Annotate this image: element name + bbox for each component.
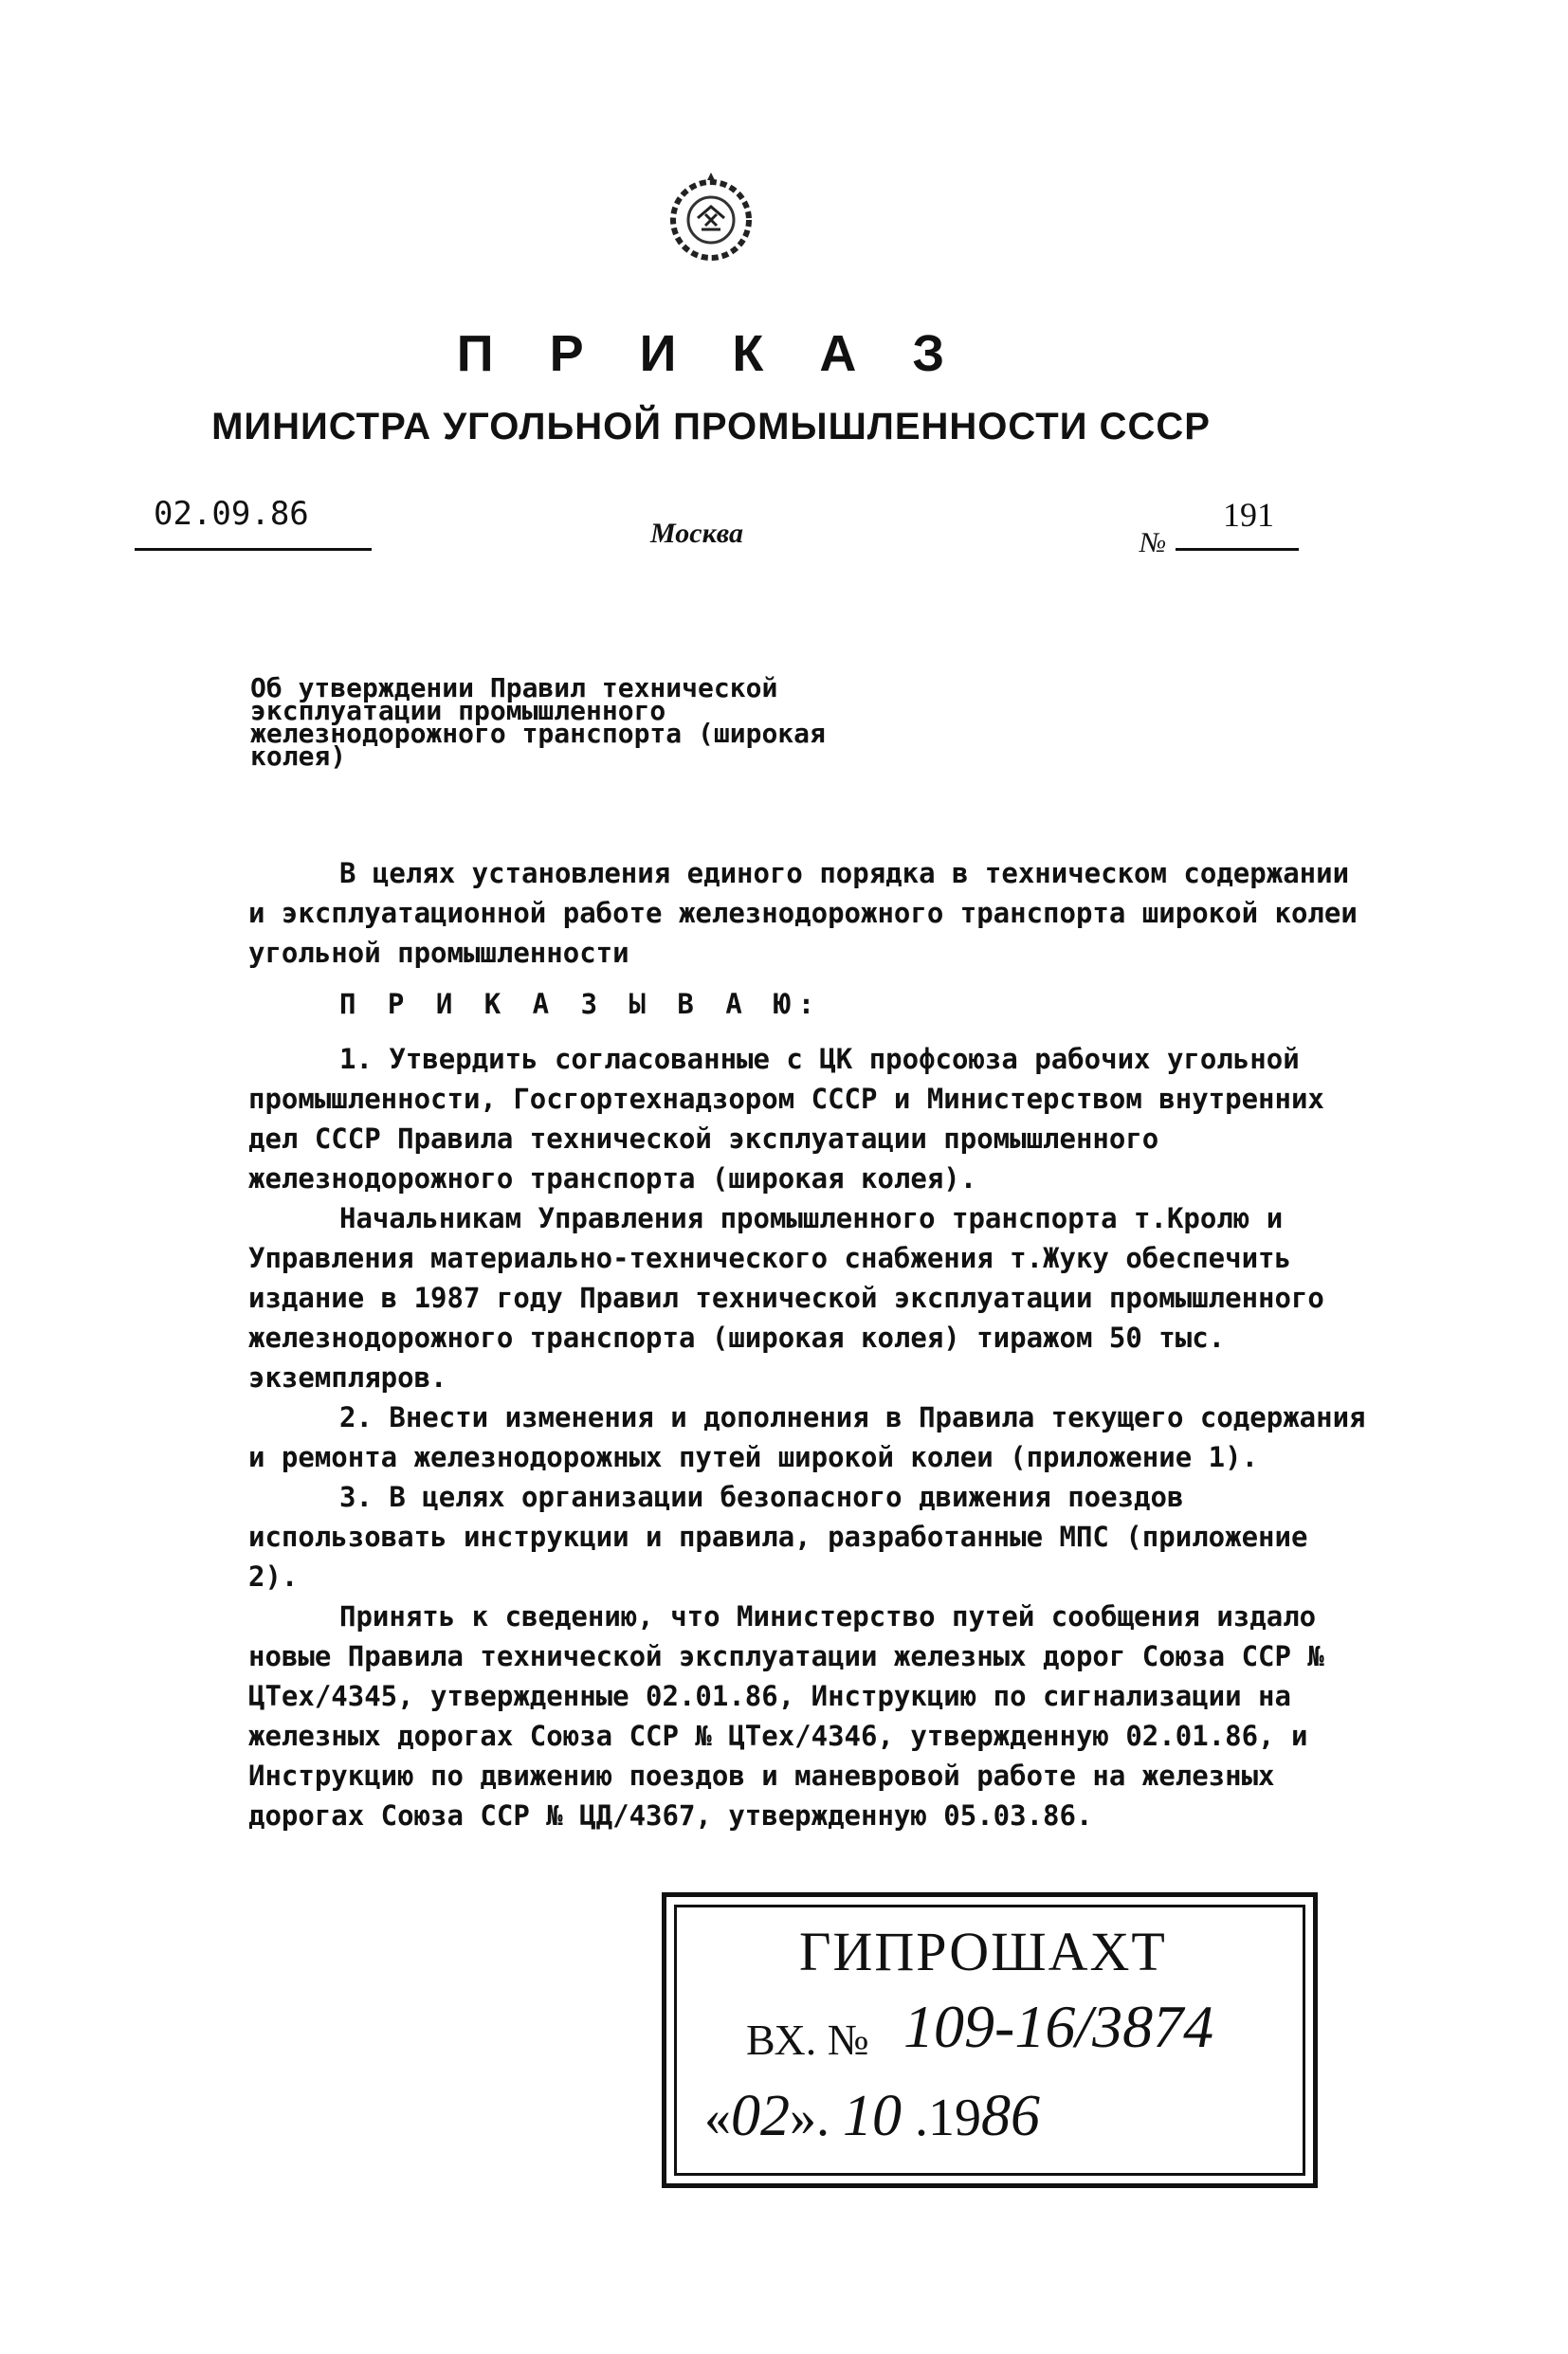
- incoming-stamp: [662, 1892, 1318, 2188]
- clause-2: 2. Внести изменения и дополнения в Правила текущего содержания и ремонта железнодорожных путей широкой колеи (приложение 1).: [248, 1401, 1366, 1473]
- place-of-issue: Москва: [650, 518, 743, 549]
- issuer-title: МИНИСТРА УГОЛЬНОЙ ПРОМЫШЛЕННОСТИ СССР: [211, 406, 1211, 447]
- state-emblem-icon: [664, 171, 758, 265]
- document-title: П Р И К А З: [456, 325, 966, 382]
- clause-4: Принять к сведению, что Министерство путей сообщения издало новые Правила технической эксплуатации железных дорог Союза ССР № ЦТех/4345, утвержденные 02.01.86, Инструкцию по сигнализации на железных дорогах Союза ССР № ЦТех/4346, утвержденную 02.01.86, и Инструкцию по движению поездов и маневровой работе на железных дорогах Союза ССР № ЦД/4367, утвержденную 05.03.86.: [248, 1600, 1324, 1832]
- stamp-registration-number: 109-16/3874: [903, 1993, 1214, 2060]
- order-body: [248, 853, 1367, 1835]
- clause-3: 3. В целях организации безопасного движения поездов использовать инструкции и правила, разработанные МПС (приложение 2).: [248, 1481, 1308, 1593]
- clause-1: 1. Утвердить согласованные с ЦК профсоюза рабочих угольной промышленности, Госгортехнадзором СССР и Министерством внутренних дел СССР Правила технической эксплуатации промышленного железнодорожного транспорта (широкая колея).: [248, 1043, 1324, 1195]
- number-underline: [1176, 548, 1299, 551]
- number-sign: №: [1140, 527, 1167, 558]
- stamp-organization: ГИПРОШАХТ: [799, 1921, 1167, 1982]
- order-word: П Р И К А З Ы В А Ю:: [339, 988, 823, 1020]
- stamp-date: «02». 10 .1986: [704, 2084, 1040, 2148]
- stamp-year: 86: [981, 2084, 1040, 2148]
- stamp-month: 10: [843, 2084, 902, 2148]
- order-number: 191: [1223, 496, 1274, 534]
- stamp-incoming-label: ВХ. №: [746, 2016, 869, 2064]
- order-date: 02.09.86: [154, 495, 309, 533]
- stamp-day: 02: [731, 2084, 790, 2148]
- order-subject: Об утверждении Правил технической эксплуатации промышленного железнодорожного транспорта (широкая колея): [250, 672, 826, 772]
- clause-1-publication: Начальникам Управления промышленного транспорта т.Кролю и Управления материально-технического снабжения т.Жуку обеспечить издание в 1987 году Правил технической эксплуатации промышленного железнодорожного транспорта (широкая колея) тиражом 50 тыс. экземпляров.: [248, 1202, 1324, 1394]
- preamble: В целях установления единого порядка в техническом содержании и эксплуатационной работе железнодорожного транспорта широкой колеи угольной промышленности: [248, 857, 1358, 969]
- date-underline: [135, 548, 372, 551]
- stamp-year-prefix: 19: [928, 2089, 981, 2147]
